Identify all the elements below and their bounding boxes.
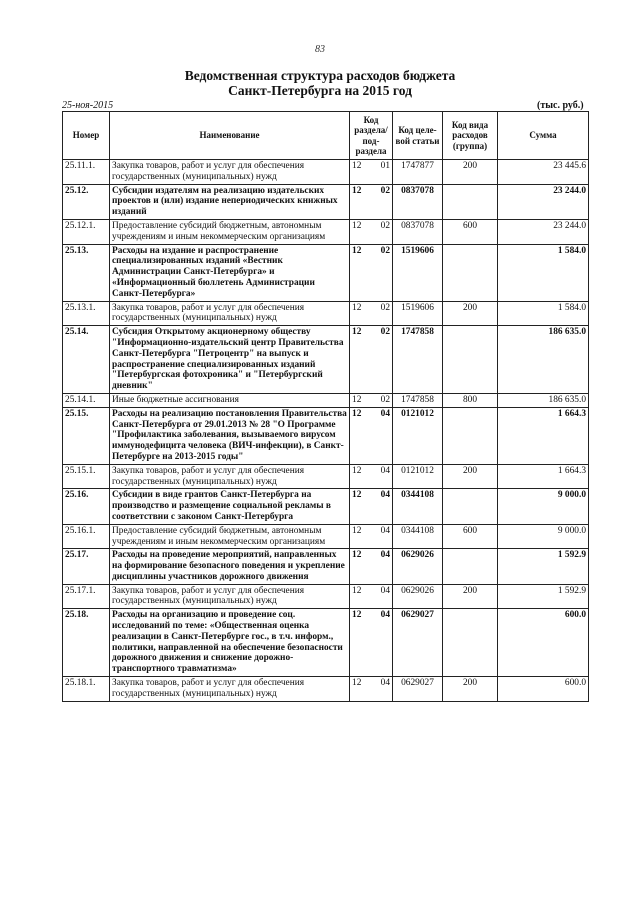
row-number: 25.16.1. bbox=[63, 524, 110, 549]
section-code: 12 bbox=[352, 610, 362, 621]
units-label: (тыс. руб.) bbox=[537, 100, 584, 111]
row-number: 25.14.1. bbox=[63, 393, 110, 407]
table-row bbox=[63, 464, 589, 489]
row-expense-code bbox=[443, 326, 498, 394]
row-target-code: 1747877 bbox=[393, 160, 443, 185]
subsection-code: 04 bbox=[380, 678, 390, 689]
section-code: 12 bbox=[352, 490, 362, 501]
row-sum: 23 244.0 bbox=[498, 219, 589, 244]
section-code: 12 bbox=[352, 550, 362, 561]
row-name: Субсидия Открытому акционерному обществу "Информационно-издательский центр Правительства Санкт-Петербурга "Петроцентр" на выпуск и распространение специализированных изданий "Петербургская фотохроника" и "Петербургский дневник" bbox=[110, 326, 350, 394]
table-row bbox=[63, 160, 589, 185]
row-expense-code bbox=[443, 489, 498, 524]
row-name: Закупка товаров, работ и услуг для обеспечения государственных (муниципальных) нужд bbox=[110, 584, 350, 609]
row-target-code: 0344108 bbox=[393, 489, 443, 524]
header-expense-code: Код вида расходов (группа) bbox=[443, 112, 498, 160]
section-code-pair bbox=[352, 610, 390, 621]
section-code-pair bbox=[352, 550, 390, 561]
row-sum: 1 584.0 bbox=[498, 301, 589, 326]
section-code-pair bbox=[352, 395, 390, 406]
row-name: Закупка товаров, работ и услуг для обеспечения государственных (муниципальных) нужд bbox=[110, 160, 350, 185]
row-target-code: 0344108 bbox=[393, 524, 443, 549]
row-target-code: 0837078 bbox=[393, 219, 443, 244]
row-section-code bbox=[350, 609, 393, 677]
row-sum: 1 664.3 bbox=[498, 407, 589, 464]
header-target-code: Код целе-вой статьи bbox=[393, 112, 443, 160]
section-code: 12 bbox=[352, 525, 362, 536]
row-sum: 9 000.0 bbox=[498, 524, 589, 549]
row-target-code: 0629026 bbox=[393, 549, 443, 584]
row-expense-code: 600 bbox=[443, 524, 498, 549]
row-sum: 1 584.0 bbox=[498, 244, 589, 301]
table-row bbox=[63, 184, 589, 219]
section-code-pair bbox=[352, 221, 390, 232]
row-sum: 9 000.0 bbox=[498, 489, 589, 524]
header-number: Номер bbox=[63, 112, 110, 160]
subsection-code: 02 bbox=[380, 394, 390, 405]
subsection-code: 04 bbox=[380, 610, 390, 621]
row-number: 25.17.1. bbox=[63, 584, 110, 609]
document-title bbox=[0, 68, 640, 98]
row-target-code: 0629027 bbox=[393, 677, 443, 702]
subsection-code: 04 bbox=[380, 408, 390, 419]
row-name: Расходы на проведение мероприятий, направленных на формирование безопасного поведения и укрепление дисциплины участников дорожного движения bbox=[110, 549, 350, 584]
row-expense-code bbox=[443, 407, 498, 464]
row-section-code bbox=[350, 184, 393, 219]
section-code: 12 bbox=[352, 394, 362, 405]
row-number: 25.12. bbox=[63, 184, 110, 219]
table-header-row bbox=[63, 112, 589, 160]
row-section-code bbox=[350, 393, 393, 407]
subsection-code: 02 bbox=[380, 327, 390, 338]
subsection-code: 02 bbox=[380, 302, 390, 313]
row-name: Закупка товаров, работ и услуг для обеспечения государственных (муниципальных) нужд bbox=[110, 464, 350, 489]
header-sum: Сумма bbox=[498, 112, 589, 160]
row-sum: 23 445.6 bbox=[498, 160, 589, 185]
row-number: 25.12.1. bbox=[63, 219, 110, 244]
document-date: 25-ноя-2015 bbox=[62, 100, 114, 111]
row-section-code bbox=[350, 326, 393, 394]
subsection-code: 04 bbox=[380, 525, 390, 536]
header-name: Наименование bbox=[110, 112, 350, 160]
row-target-code: 0121012 bbox=[393, 407, 443, 464]
section-code: 12 bbox=[352, 185, 362, 196]
subsection-code: 04 bbox=[380, 585, 390, 596]
section-code: 12 bbox=[352, 408, 362, 419]
table-row bbox=[63, 393, 589, 407]
row-expense-code: 200 bbox=[443, 584, 498, 609]
table-row bbox=[63, 584, 589, 609]
table-row bbox=[63, 326, 589, 394]
row-expense-code bbox=[443, 609, 498, 677]
table-row bbox=[63, 677, 589, 702]
row-expense-code: 200 bbox=[443, 301, 498, 326]
row-sum: 186 635.0 bbox=[498, 393, 589, 407]
row-number: 25.15.1. bbox=[63, 464, 110, 489]
row-sum: 1 592.9 bbox=[498, 549, 589, 584]
table-row bbox=[63, 609, 589, 677]
row-target-code: 0629026 bbox=[393, 584, 443, 609]
section-code: 12 bbox=[352, 302, 362, 313]
subsection-code: 02 bbox=[380, 245, 390, 256]
row-sum: 186 635.0 bbox=[498, 326, 589, 394]
row-expense-code: 200 bbox=[443, 677, 498, 702]
row-section-code bbox=[350, 244, 393, 301]
row-target-code: 0121012 bbox=[393, 464, 443, 489]
row-name: Иные бюджетные ассигнования bbox=[110, 393, 350, 407]
row-section-code bbox=[350, 489, 393, 524]
row-name: Расходы на издание и распространение специализированных изданий «Вестник Администрации Санкт-Петербурга» и «Информационный бюллетень Администрации Санкт-Петербурга» bbox=[110, 244, 350, 301]
row-number: 25.11.1. bbox=[63, 160, 110, 185]
row-number: 25.13.1. bbox=[63, 301, 110, 326]
subsection-code: 04 bbox=[380, 550, 390, 561]
row-section-code bbox=[350, 464, 393, 489]
row-number: 25.14. bbox=[63, 326, 110, 394]
row-number: 25.13. bbox=[63, 244, 110, 301]
row-name: Предоставление субсидий бюджетным, автономным учреждениям и иным некоммерческим организациям bbox=[110, 219, 350, 244]
row-section-code bbox=[350, 301, 393, 326]
row-target-code: 0629027 bbox=[393, 609, 443, 677]
section-code-pair bbox=[352, 186, 390, 197]
row-name: Субсидии издателям на реализацию издательских проектов и (или) издание непериодических книжных изданий bbox=[110, 184, 350, 219]
row-section-code bbox=[350, 677, 393, 702]
row-sum: 1 592.9 bbox=[498, 584, 589, 609]
section-code: 12 bbox=[352, 327, 362, 338]
row-section-code bbox=[350, 219, 393, 244]
row-target-code: 1519606 bbox=[393, 301, 443, 326]
section-code-pair bbox=[352, 490, 390, 501]
row-name: Закупка товаров, работ и услуг для обеспечения государственных (муниципальных) нужд bbox=[110, 301, 350, 326]
row-number: 25.16. bbox=[63, 489, 110, 524]
header-section-code: Код раздела/ под-раздела bbox=[350, 112, 393, 160]
section-code-pair bbox=[352, 161, 390, 172]
row-target-code: 0837078 bbox=[393, 184, 443, 219]
section-code-pair bbox=[352, 303, 390, 314]
section-code-pair bbox=[352, 586, 390, 597]
subsection-code: 04 bbox=[380, 465, 390, 476]
page-number: 83 bbox=[315, 44, 325, 55]
subsection-code: 01 bbox=[380, 161, 390, 171]
section-code: 12 bbox=[352, 245, 362, 256]
row-sum: 600.0 bbox=[498, 609, 589, 677]
row-number: 25.15. bbox=[63, 407, 110, 464]
table-row bbox=[63, 524, 589, 549]
row-section-code bbox=[350, 524, 393, 549]
section-code-pair bbox=[352, 246, 390, 257]
row-expense-code: 200 bbox=[443, 464, 498, 489]
row-expense-code bbox=[443, 184, 498, 219]
subsection-code: 02 bbox=[380, 220, 390, 231]
subsection-code: 04 bbox=[380, 490, 390, 501]
section-code: 12 bbox=[352, 465, 362, 476]
row-name: Предоставление субсидий бюджетным, автономным учреждениям и иным некоммерческим организациям bbox=[110, 524, 350, 549]
row-name: Закупка товаров, работ и услуг для обеспечения государственных (муниципальных) нужд bbox=[110, 677, 350, 702]
subsection-code: 02 bbox=[380, 185, 390, 196]
row-section-code bbox=[350, 584, 393, 609]
row-section-code bbox=[350, 549, 393, 584]
section-code-pair bbox=[352, 526, 390, 537]
section-code-pair bbox=[352, 466, 390, 477]
row-sum: 23 244.0 bbox=[498, 184, 589, 219]
row-name: Расходы на реализацию постановления Правительства Санкт-Петербурга от 29.01.2013 № 28 "О Программе "Профилактика заболевания, вызываемого вирусом иммунодефицита человека (ВИЧ-инфекции), в Санкт-Петербурге на 2013-2015 годы" bbox=[110, 407, 350, 464]
section-code: 12 bbox=[352, 220, 362, 231]
row-expense-code: 200 bbox=[443, 160, 498, 185]
table-row bbox=[63, 301, 589, 326]
row-sum: 600.0 bbox=[498, 677, 589, 702]
row-expense-code: 600 bbox=[443, 219, 498, 244]
row-target-code: 1519606 bbox=[393, 244, 443, 301]
section-code-pair bbox=[352, 409, 390, 420]
section-code: 12 bbox=[352, 161, 362, 171]
row-target-code: 1747858 bbox=[393, 326, 443, 394]
row-number: 25.18. bbox=[63, 609, 110, 677]
table-row bbox=[63, 219, 589, 244]
row-target-code: 1747858 bbox=[393, 393, 443, 407]
title-line-1: Ведомственная структура расходов бюджета bbox=[184, 68, 456, 83]
table-row bbox=[63, 407, 589, 464]
section-code-pair bbox=[352, 678, 390, 689]
title-line-2: Санкт-Петербурга на 2015 год bbox=[228, 83, 412, 98]
row-section-code bbox=[350, 407, 393, 464]
row-expense-code bbox=[443, 244, 498, 301]
row-expense-code bbox=[443, 549, 498, 584]
table-row bbox=[63, 244, 589, 301]
section-code: 12 bbox=[352, 678, 362, 689]
section-code-pair bbox=[352, 327, 390, 338]
budget-table bbox=[62, 111, 589, 702]
row-name: Расходы на организацию и проведение соц. исследований по теме: «Общественная оценка реализации в Санкт-Петербурге гос., в т.ч. информ., политики, направленной на обеспечение безопасности дорожного движения и снижение дорожно-транспортного травматизма» bbox=[110, 609, 350, 677]
row-expense-code: 800 bbox=[443, 393, 498, 407]
table-row bbox=[63, 549, 589, 584]
row-number: 25.18.1. bbox=[63, 677, 110, 702]
table-row bbox=[63, 489, 589, 524]
row-number: 25.17. bbox=[63, 549, 110, 584]
section-code: 12 bbox=[352, 585, 362, 596]
row-sum: 1 664.3 bbox=[498, 464, 589, 489]
row-name: Субсидии в виде грантов Санкт-Петербурга на производство и размещение социальной рекламы в соответствии с законом Санкт-Петербурга bbox=[110, 489, 350, 524]
row-section-code bbox=[350, 160, 393, 185]
